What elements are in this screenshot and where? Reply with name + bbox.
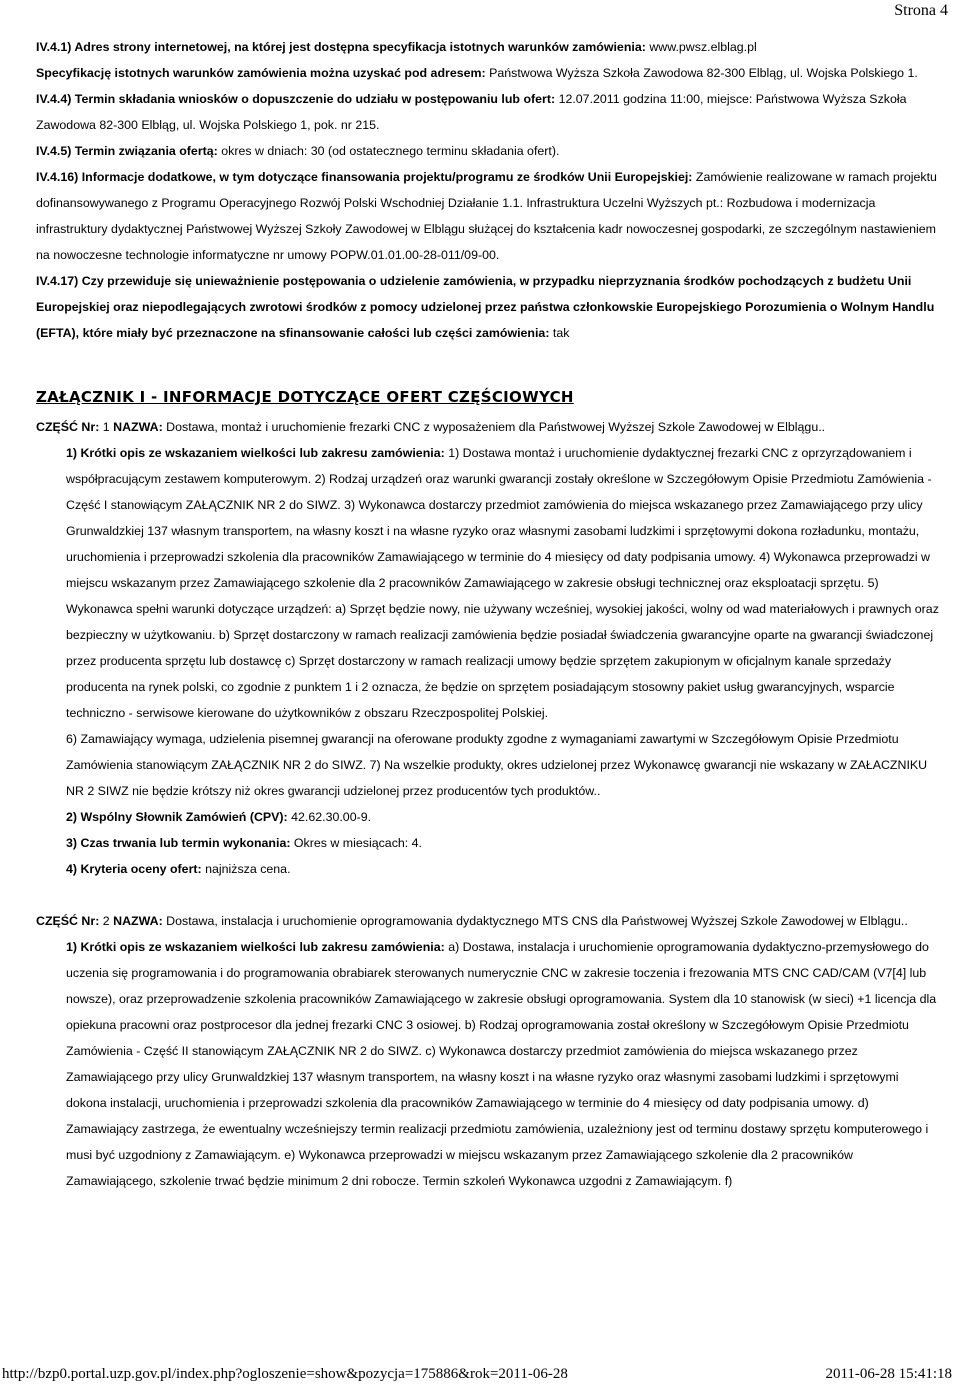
spacer: [36, 882, 942, 908]
part2-nr-label: CZĘŚĆ Nr:: [36, 914, 100, 928]
spec-label: Specyfikację istotnych warunków zamówienia można uzyskać pod adresem:: [36, 66, 486, 80]
section-iv417: [36, 268, 942, 346]
part1-crit-label: 4) Kryteria oceny ofert:: [66, 862, 202, 876]
part1-name: Dostawa, montaż i uruchomienie frezarki CNC z wyposażeniem dla Państwowej Wyższej Szkole Zawodowej w Elblągu..: [166, 420, 826, 434]
section-iv45: [36, 138, 942, 164]
part1-cpv: [66, 804, 942, 830]
part1-details: [36, 440, 942, 882]
part2-name-label: NAZWA:: [113, 914, 163, 928]
section-iv44: [36, 86, 942, 138]
section-iv416: [36, 164, 942, 268]
page-number: Strona 4: [894, 2, 948, 19]
part1-cpv-label: 2) Wspólny Słownik Zamówień (CPV):: [66, 810, 288, 824]
part1-header: [36, 414, 942, 440]
part1-desc: [66, 440, 942, 726]
iv416-value: Zamówienie realizowane w ramach projektu dofinansowywanego z Programu Operacyjnego Rozwój Polski Wschodniej Działanie 1.1. Infrastruktura Uczelni Wyższych pt.: Rozbudowa i modernizacja infrastruktury dydaktycznej Państwowej Wyższej Szkoły Zawodowej w Elblągu służącej do kształcenia kadr nowoczesnej gospodarki, ze szczególnym nastawieniem na nowoczesne technologie informatyczne nr umowy POPW.01.01.00-28-011/09-00.: [36, 170, 937, 262]
part1-name-label: NAZWA:: [113, 420, 163, 434]
part1-desc-text: 1) Dostawa montaż i uruchomienie dydaktycznej frezarki CNC z oprzyrządowaniem i współpracującym zestawem komputerowym. 2) Rodzaj urządzeń oraz warunki gwarancji zostały określone w Szczegółowym Opisie Przedmiotu Zamówienia - Część I stanowiącym ZAŁĄCZNIK NR 2 do SIWZ. 3) Wykonawca dostarczy przedmiot zamówienia do miejsca wskazanego przez Zamawiającego przy ulicy Grunwaldzkiej 137 własnym transportem, na własny koszt i na własne ryzyko oraz własnymi zasobami ludzkimi i sprzętowymi dokona rozładunku, montażu, uruchomienia i przeprowadzi szkolenia dla pracowników Zamawiającego w terminie do 4 miesięcy od daty podpisania umowy. 4) Wykonawca przeprowadzi w miejscu wskazanym przez Zamawiającego szkolenie dla 2 pracowników Zamawiającego w zakresie obsługi technicznej oraz eksploatacji sprzętu. 5) Wykonawca spełni warunki dotyczące urządzeń: a) Sprzęt będzie nowy, nie używany wcześniej, wysokiej jakości, wolny od wad materiałowych i prawnych oraz bezpieczny w użytkowaniu. b) Sprzęt dostarczony w ramach realizacji zamówienia będzie posiadał świadczenia gwarancyjne oparte na gwarancji świadczonej przez producenta sprzętu lub dostawcę c) Sprzęt dostarczony w ramach realizacji umowy będzie sprzętem zakupionym w oficjalnym kanale sprzedaży producenta na rynek polski, co zgodnie z punktem 1 i 2 oznacza, że będzie on sprzętem posiadającym stosowny pakiet usług gwarancyjnych, wsparcie techniczno - serwisowe kierowane do użytkowników z obszaru Rzeczpospolitej Polskiej.: [66, 446, 939, 720]
iv44-value: 12.07.2011 godzina 11:00, miejsce: Państwowa Wyższa Szkoła Zawodowa 82-300 Elbląg, ul. Wojska Polskiego 1, pok. nr 215.: [36, 92, 907, 132]
part1-crit-value: najniższa cena.: [205, 862, 291, 876]
part1-time-value: Okres w miesiącach: 4.: [293, 836, 422, 850]
part1-nr: 1: [102, 420, 110, 434]
iv41-value: www.pwsz.elblag.pl: [649, 40, 757, 54]
iv417-label: IV.4.17) Czy przewiduje się unieważnienie postępowania o udzielenie zamówienia, w przypadku nieprzyznania środków pochodzących z budżetu Unii Europejskiej oraz niepodlegających zwrotowi środków z pomocy udzielonej przez państwa członkowskie Europejskiego Porozumienia o Wolnym Handlu (EFTA), które miały być przeznaczone na sfinansowanie całości lub części zamówienia:: [36, 274, 935, 340]
footer-datetime: 2011-06-28 15:41:18: [825, 1366, 952, 1382]
iv416-label: IV.4.16) Informacje dodatkowe, w tym dotyczące finansowania projektu/programu ze środków Unii Europejskiej:: [36, 170, 693, 184]
part1-cpv-value: 42.62.30.00-9.: [291, 810, 372, 824]
iv45-value: okres w dniach: 30 (od ostatecznego terminu składania ofert).: [221, 144, 560, 158]
part2-desc: [66, 934, 942, 1194]
iv44-label: IV.4.4) Termin składania wniosków o dopuszczenie do udziału w postępowaniu lub ofert:: [36, 92, 556, 106]
part1-criteria: [66, 856, 942, 882]
part1-time-label: 3) Czas trwania lub termin wykonania:: [66, 836, 291, 850]
spec-value: Państwowa Wyższa Szkoła Zawodowa 82-300 Elbląg, ul. Wojska Polskiego 1.: [489, 66, 918, 80]
annex-title: ZAŁĄCZNIK I - INFORMACJE DOTYCZĄCE OFERT CZĘŚCIOWYCH: [36, 388, 574, 406]
notice-content: [36, 34, 942, 1194]
part2-name: Dostawa, instalacja i uruchomienie oprogramowania dydaktycznego MTS CNS dla Państwowej Wyższej Szkole Zawodowej w Elblągu..: [166, 914, 908, 928]
section-spec: [36, 60, 942, 86]
section-iv41: [36, 34, 942, 60]
part1-desc-label: 1) Krótki opis ze wskazaniem wielkości lub zakresu zamówienia:: [66, 446, 445, 460]
iv45-label: IV.4.5) Termin związania ofertą:: [36, 144, 218, 158]
part2-header: [36, 908, 942, 934]
iv417-value: tak: [552, 326, 570, 340]
part2-nr: 2: [102, 914, 110, 928]
footer-url: http://bzp0.portal.uzp.gov.pl/index.php?ogloszenie=show&pozycja=175886&rok=2011-06-28: [2, 1366, 568, 1382]
iv41-label: IV.4.1) Adres strony internetowej, na której jest dostępna specyfikacja istotnych warunków zamówienia:: [36, 40, 646, 54]
part2-desc-label: 1) Krótki opis ze wskazaniem wielkości lub zakresu zamówienia:: [66, 940, 445, 954]
part2-details: [36, 934, 942, 1194]
part2-desc-text: a) Dostawa, instalacja i uruchomienie oprogramowania dydaktyczno-przemysłowego do uczenia się programowania i do programowania obrabiarek sterowanych numerycznie CNC w zakresie toczenia i frezowania MTS CNC CAD/CAM (V7[4] lub nowsze), oraz przeprowadzenie szkolenia pracowników Zamawiającego w zakresie obsługi oprogramowania. System dla 10 stanowisk (w sieci) +1 licencja dla opiekuna pracowni oraz postprocesor dla jednej frezarki CNC 3 osiowej. b) Rodzaj oprogramowania został określony w Szczegółowym Opisie Przedmiotu Zamówienia - Część II stanowiącym ZAŁĄCZNIK NR 2 do SIWZ. c) Wykonawca dostarczy przedmiot zamówienia do miejsca wskazanego przez Zamawiającego przy ulicy Grunwaldzkiej 137 własnym transportem, na własny koszt i na własne ryzyko oraz własnymi zasobami ludzkimi i sprzętowymi dokona instalacji, uruchomienia i przeprowadzi szkolenia dla pracowników Zamawiającego w terminie do 4 miesięcy od daty podpisania umowy. d) Zamawiający zastrzega, że ewentualny wcześniejszy termin realizacji przedmiotu zamówienia, uzależniony jest od terminu dostawy sprzętu komputerowego i musi być uzgodniony z Zamawiającym. e) Wykonawca przeprowadzi w miejscu wskazanym przez Zamawiającego szkolenie dla 2 pracowników Zamawiającego, szkolenie trwać będzie minimum 2 dni robocze. Termin szkoleń Wykonawca uzgodni z Zamawiającym. f): [66, 940, 937, 1188]
part1-nr-label: CZĘŚĆ Nr:: [36, 420, 100, 434]
part1-desc2: 6) Zamawiający wymaga, udzielenia pisemnej gwarancji na oferowane produkty zgodne z wymaganiami zawartymi w Szczegółowym Opisie Przedmiotu Zamówienia stanowiącym ZAŁĄCZNIK NR 2 do SIWZ. 7) Na wszelkie produkty, okres udzielonej przez Wykonawcę gwarancji nie wskazany w ZAŁACZNIKU NR 2 SIWZ nie będzie krótszy niż okres gwarancji udzielonej przez producentów tych produktów..: [66, 732, 928, 798]
part1-time: [66, 830, 942, 856]
